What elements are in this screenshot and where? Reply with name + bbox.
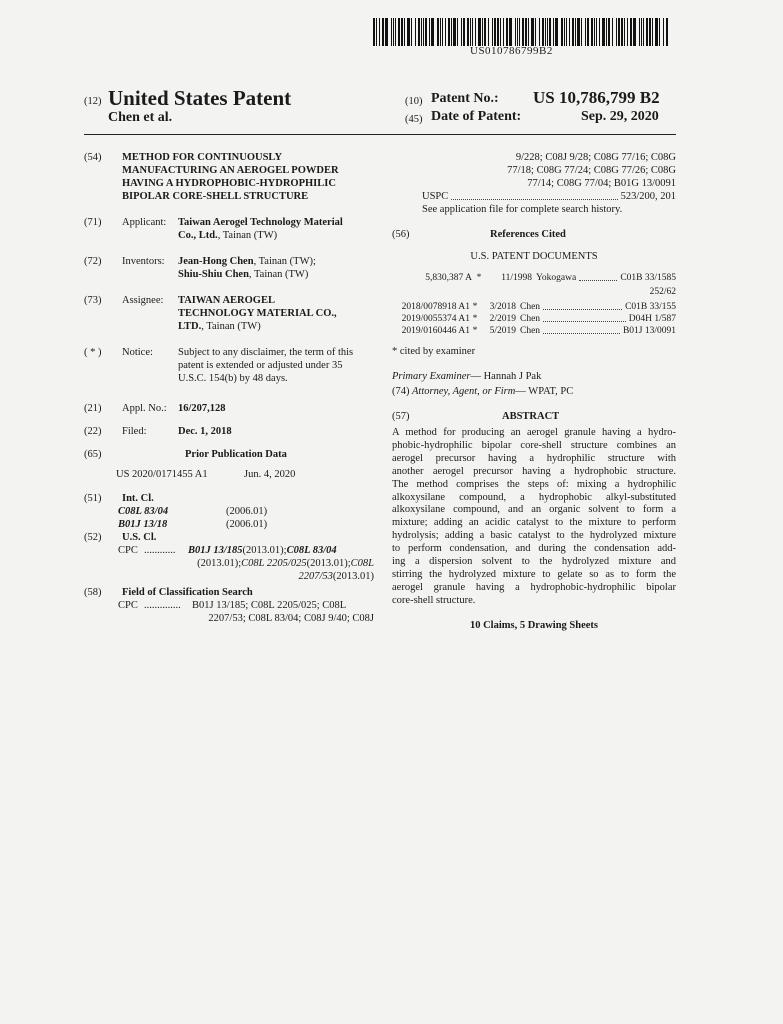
barcode-bar	[612, 18, 613, 46]
barcode-bar	[545, 18, 546, 46]
cpc-class: C08L 83/04	[286, 545, 337, 556]
reference-row	[392, 313, 676, 325]
intcl-version: (2006.01)	[226, 519, 268, 530]
reference-date: 3/2018	[489, 302, 516, 312]
barcode-bar	[509, 18, 512, 46]
cpc-row	[84, 544, 374, 557]
reference-class: D04H 1/587	[628, 314, 676, 324]
barcode-bar	[531, 18, 534, 46]
inventor-location: , Tainan (TW)	[248, 269, 309, 280]
barcode-bar	[472, 18, 473, 46]
barcode-bar	[503, 18, 504, 46]
assignee-location: , Tainan (TW)	[201, 321, 261, 332]
barcode-bar	[470, 18, 471, 46]
abstract-line: phobic-hydrophilic bipolar core-shell structure combines an	[392, 439, 676, 451]
applicant-label: Applicant:	[122, 217, 167, 228]
reference-row	[392, 325, 676, 337]
inventors-code: (72)	[84, 256, 102, 267]
reference-star: *	[472, 314, 478, 324]
notice-line: U.S.C. 154(b) by 48 days.	[178, 373, 288, 384]
field-continued-line: 77/18; C08G 77/24; C08G 77/26; C08G	[507, 165, 676, 176]
barcode-number: US010786799B2	[470, 45, 553, 57]
barcode-bar	[475, 18, 476, 46]
reference-name: Yokogawa	[536, 273, 577, 283]
field-cpc-row	[84, 599, 374, 612]
barcode-bar	[457, 18, 458, 46]
barcode-bar	[423, 18, 424, 46]
abstract-code: (57)	[392, 411, 410, 422]
abstract-line: A method for producing an aerogel granule having a hydro-	[392, 427, 676, 438]
reference-row-cont	[392, 286, 676, 298]
examiner-name: — Hannah J Pak	[470, 371, 542, 382]
barcode-bar	[646, 18, 648, 46]
barcode-bar	[627, 18, 628, 46]
barcode-bar	[429, 18, 430, 46]
reference-class: C01B 33/1585	[620, 273, 676, 283]
barcode-bar	[561, 18, 563, 46]
uscl-label: U.S. Cl.	[122, 532, 157, 543]
barcode-bar	[643, 18, 644, 46]
filed-date: Dec. 1, 2018	[178, 426, 232, 437]
prior-pub-row	[84, 468, 374, 481]
reference-date: 2/2019	[489, 314, 516, 324]
barcode-bar	[484, 18, 486, 46]
applicant-code: (71)	[84, 217, 102, 228]
field-label: Field of Classification Search	[122, 587, 253, 598]
barcode-bar	[587, 18, 589, 46]
field-cpc-leader: ..............	[144, 600, 181, 611]
reference-number: 2018/0078918 A1	[401, 302, 470, 312]
prior-pub-block	[84, 448, 374, 461]
inventors-value	[178, 255, 316, 281]
barcode-bar	[373, 18, 375, 46]
assignee-code: (73)	[84, 295, 102, 306]
barcode-bar	[553, 18, 554, 46]
reference-name: Chen	[520, 326, 541, 336]
barcode-bar	[547, 18, 548, 46]
search-history-note: See application file for complete search history.	[422, 204, 623, 215]
inventor-location: , Tainan (TW);	[253, 256, 316, 267]
applicant-name: Taiwan Aerogel Technology Material	[178, 217, 343, 228]
barcode-bar	[401, 18, 403, 46]
cpc-row	[84, 570, 374, 583]
barcode-bar	[641, 18, 642, 46]
barcode-bar	[630, 18, 632, 46]
prior-pub-date: Jun. 4, 2020	[244, 469, 296, 480]
barcode-bar	[497, 18, 499, 46]
attorney-code: (74)	[392, 386, 410, 397]
barcode-bar	[382, 18, 384, 46]
filed-block	[84, 425, 374, 438]
notice-block	[84, 346, 374, 385]
barcode-bar	[391, 18, 392, 46]
uspc-row	[422, 190, 676, 203]
cpc-leader: ............	[144, 545, 176, 556]
abstract-line: hydrolysis; adding a basic catalyst to the hydrolyzed mixture	[392, 530, 676, 542]
abstract-line: another aerogel precursor having a hydrophobic structure.	[392, 465, 676, 477]
reference-leader	[543, 313, 626, 322]
barcode-bar	[442, 18, 443, 46]
attorney-label: Attorney, Agent, or Firm	[412, 386, 516, 397]
barcode-bar	[461, 18, 462, 46]
barcode-bar	[393, 18, 394, 46]
barcode-bar	[453, 18, 456, 46]
barcode-bar	[425, 18, 427, 46]
abstract-header	[392, 410, 676, 423]
date-label: Date of Patent:	[431, 109, 522, 124]
intcl-class: C08L 83/04	[118, 506, 169, 517]
header-rule	[84, 134, 676, 135]
barcode-bar	[463, 18, 465, 46]
barcode-bar	[440, 18, 441, 46]
barcode-bar	[448, 18, 450, 46]
barcode-bar	[639, 18, 640, 46]
reference-date: 5/2019	[489, 326, 516, 336]
cpc-class: C08L 2205/025	[241, 558, 307, 569]
barcode-bar	[542, 18, 544, 46]
reference-star: *	[472, 326, 478, 336]
field-cpc-classes: 2207/53; C08L 83/04; C08J 9/40; C08J	[208, 613, 374, 624]
barcode-bar	[594, 18, 595, 46]
reference-date: 11/1998	[501, 273, 532, 283]
abstract-line: aerogel precursor having a hydrophilic structure with	[392, 452, 676, 464]
barcode-bar	[415, 18, 416, 46]
barcode-bar	[407, 18, 410, 46]
barcode-bar	[506, 18, 508, 46]
barcode-bar	[581, 18, 582, 46]
barcode-bar	[517, 18, 518, 46]
abstract-line: The method comprises the steps of: mixing a hydrophilic	[392, 478, 676, 490]
barcode-bar	[535, 18, 536, 46]
barcode-bar	[467, 18, 469, 46]
patent-date: Sep. 29, 2020	[581, 109, 659, 124]
barcode-bar	[539, 18, 540, 46]
barcode-bar	[445, 18, 446, 46]
reference-number: 5,830,387 A	[425, 273, 472, 283]
reference-star: *	[472, 302, 478, 312]
cited-note: * cited by examiner	[392, 346, 476, 357]
barcode-bar	[488, 18, 489, 46]
reference-row	[392, 301, 676, 313]
abstract-line: alkoxysilane compound, a hydrophobic alkyl-substituted	[392, 491, 676, 503]
barcode-bar	[575, 18, 576, 46]
barcode-bar	[398, 18, 400, 46]
appl-number: 16/207,128	[178, 403, 226, 414]
examiner-label: Primary Examiner	[392, 371, 471, 382]
uspc-leader	[451, 190, 617, 200]
inventors-label: Inventors:	[122, 256, 165, 267]
intcl-version: (2006.01)	[226, 506, 268, 517]
prior-pub-number: US 2020/0171455 A1	[116, 469, 208, 480]
attorney-name: — WPAT, PC	[515, 386, 574, 397]
abstract-line: to perform condensation, and during the condensation add-	[392, 543, 676, 555]
reference-leader	[543, 325, 620, 334]
cpc-version: (2013.01)	[332, 571, 374, 582]
assignee-name: TAIWAN AEROGEL	[178, 295, 275, 306]
field-cpc-classes: B01J 13/185; C08L 2205/025; C08L	[192, 600, 347, 611]
intcl-block	[84, 492, 374, 505]
notice-code: ( * )	[84, 347, 102, 358]
barcode-bar	[515, 18, 516, 46]
barcode-bar	[621, 18, 623, 46]
field-continued	[392, 151, 676, 190]
barcode-bar	[555, 18, 558, 46]
field-block	[84, 586, 374, 599]
barcode-bar	[385, 18, 388, 46]
barcode-bar	[633, 18, 636, 46]
barcode-bar	[569, 18, 570, 46]
title-line: BIPOLAR CORE-SHELL STRUCTURE	[122, 191, 309, 202]
notice-label: Notice:	[122, 347, 153, 358]
invention-title	[122, 151, 339, 203]
abstract-line: stirring the hydrolyzed mixture to gelate so as to form the	[392, 568, 676, 580]
barcode-bar	[606, 18, 607, 46]
assignee-label: Assignee:	[122, 295, 164, 306]
column-gap	[380, 142, 381, 592]
uspc-value: 523/200, 201	[620, 191, 676, 202]
intcl-row	[84, 518, 374, 531]
reference-class: C01B 33/155	[625, 302, 676, 312]
notice-line: Subject to any disclaimer, the term of this	[178, 347, 354, 358]
notice-line: patent is extended or adjusted under 35	[178, 360, 343, 371]
cpc-class: C08L	[350, 558, 374, 569]
barcode-bar	[616, 18, 617, 46]
cpc-row	[84, 557, 374, 570]
right-column	[392, 151, 676, 632]
prior-code: (65)	[84, 449, 102, 460]
reference-name: Chen	[520, 314, 541, 324]
intcl-code: (51)	[84, 493, 102, 504]
assignee-name: LTD.	[178, 321, 202, 332]
cpc-version: (2013.01);	[242, 545, 287, 556]
abstract-line: alkoxysilane compound, and an organic solvent to form a	[392, 504, 676, 516]
barcode-bar	[602, 18, 605, 46]
inventor-name: Shiu-Shiu Chen	[178, 269, 249, 280]
left-column	[84, 151, 374, 625]
barcode-bar	[528, 18, 529, 46]
barcode-bar	[494, 18, 496, 46]
refs-code: (56)	[392, 229, 410, 240]
inventors-short: Chen et al.	[108, 110, 173, 125]
applicant-location: , Tainan (TW)	[217, 230, 278, 241]
prior-heading: Prior Publication Data	[185, 449, 287, 460]
barcode-bar	[492, 18, 493, 46]
title-block	[84, 151, 374, 203]
doc-type: United States Patent	[108, 86, 292, 110]
reference-star: *	[476, 273, 482, 283]
appl-label: Appl. No.:	[122, 403, 167, 414]
claims-summary: 10 Claims, 5 Drawing Sheets	[469, 619, 599, 631]
reference-class: 252/62	[649, 287, 676, 297]
barcode-bar	[451, 18, 452, 46]
uscl-block	[84, 531, 374, 544]
barcode-bar	[666, 18, 668, 46]
intcl-row	[84, 505, 374, 518]
reference-number: 2019/0055374 A1	[401, 314, 470, 324]
inventors-block	[84, 255, 374, 281]
title-line: HAVING A HYDROPHOBIC-HYDROPHILIC	[122, 178, 336, 189]
barcode-bar	[482, 18, 483, 46]
barcode-bar	[478, 18, 481, 46]
barcode-bar	[379, 18, 380, 46]
applicant-block	[84, 216, 374, 242]
barcode-bar	[649, 18, 651, 46]
title-line: METHOD FOR CONTINUOUSLY	[122, 152, 283, 163]
cpc-class: 2207/53	[298, 571, 333, 582]
barcode-bar	[395, 18, 396, 46]
barcode-bar	[572, 18, 574, 46]
uscl-code: (52)	[84, 532, 102, 543]
barcode-bar	[522, 18, 524, 46]
patent-number: US 10,786,799 B2	[533, 88, 660, 107]
abstract-text	[392, 427, 676, 608]
filed-code: (22)	[84, 426, 102, 437]
barcode-bar	[411, 18, 412, 46]
field-cpc-label: CPC	[118, 600, 138, 611]
cpc-class: B01J 13/185	[188, 545, 243, 556]
barcode-bar	[608, 18, 610, 46]
barcode-bar	[663, 18, 664, 46]
intcl-label: Int. Cl.	[122, 493, 154, 504]
reference-name: Chen	[520, 302, 541, 312]
field-code: (58)	[84, 587, 102, 598]
field-continued-line: 77/14; C08G 77/04; B01G 13/0091	[527, 178, 676, 189]
barcode-bar	[500, 18, 501, 46]
barcode-bar	[566, 18, 567, 46]
barcode-bar	[655, 18, 658, 46]
intcl-class: B01J 13/18	[118, 519, 168, 530]
us-docs-heading: U.S. PATENT DOCUMENTS	[470, 251, 598, 262]
barcode-bar	[549, 18, 551, 46]
refs-heading: References Cited	[490, 229, 566, 240]
barcode-bar	[564, 18, 565, 46]
barcode	[373, 18, 673, 46]
barcode-bar	[431, 18, 434, 46]
reference-row	[392, 272, 676, 284]
cpc-version: (2013.01);	[197, 558, 242, 569]
reference-leader	[543, 301, 622, 310]
barcode-bar	[519, 18, 520, 46]
abstract-line: ing a dispersion solvent to the hydrolyzed mixture and	[392, 556, 676, 568]
barcode-bar	[418, 18, 420, 46]
patent-no-label: Patent No.:	[431, 91, 499, 106]
reference-number: 2019/0160446 A1	[401, 326, 470, 336]
abstract-line: mixture; adding an acidic catalyst to the mixture to perform	[392, 517, 676, 529]
reference-leader	[579, 272, 617, 281]
barcode-bar	[596, 18, 597, 46]
assignee-value	[178, 294, 337, 333]
barcode-bar	[599, 18, 600, 46]
barcode-bar	[421, 18, 422, 46]
attorney-row	[392, 385, 676, 398]
assignee-name: TECHNOLOGY MATERIAL CO.,	[178, 308, 337, 319]
refs-block	[392, 228, 676, 241]
abstract-line: aerogel granule having a hydrophobic-hydrophilic bipolar	[392, 581, 676, 593]
code-45: (45)	[405, 114, 423, 125]
abstract-line: core-shell structure.	[392, 594, 476, 606]
cpc-version: (2013.01);	[306, 558, 351, 569]
title-line: MANUFACTURING AN AEROGEL POWDER	[122, 165, 339, 176]
appl-block	[84, 402, 374, 415]
barcode-bar	[618, 18, 620, 46]
applicant-value	[178, 216, 343, 242]
barcode-bar	[652, 18, 653, 46]
barcode-bar	[525, 18, 527, 46]
barcode-bar	[577, 18, 580, 46]
barcode-bar	[624, 18, 625, 46]
filed-label: Filed:	[122, 426, 147, 437]
reference-class: B01J 13/0091	[622, 326, 676, 336]
abstract-heading: ABSTRACT	[502, 411, 560, 422]
cpc-label: CPC	[118, 545, 138, 556]
barcode-bar	[591, 18, 593, 46]
inventor-name: Jean-Hong Chen	[178, 256, 254, 267]
references-list	[392, 272, 676, 337]
uspc-label: USPC	[422, 191, 449, 202]
notice-text	[178, 346, 353, 385]
title-code: (54)	[84, 152, 102, 163]
barcode-bar	[376, 18, 377, 46]
appl-code: (21)	[84, 403, 102, 414]
barcode-bar	[659, 18, 660, 46]
examiner-row	[392, 370, 676, 383]
code-12: (12)	[84, 96, 102, 107]
field-cpc-row	[84, 612, 374, 625]
barcode-bar	[585, 18, 586, 46]
field-continued-line: 9/228; C08J 9/28; C08G 77/16; C08G	[515, 152, 676, 163]
barcode-bar	[404, 18, 405, 46]
applicant-name: Co., Ltd.	[178, 230, 218, 241]
barcode-bar	[437, 18, 439, 46]
assignee-block	[84, 294, 374, 333]
code-10: (10)	[405, 96, 423, 107]
